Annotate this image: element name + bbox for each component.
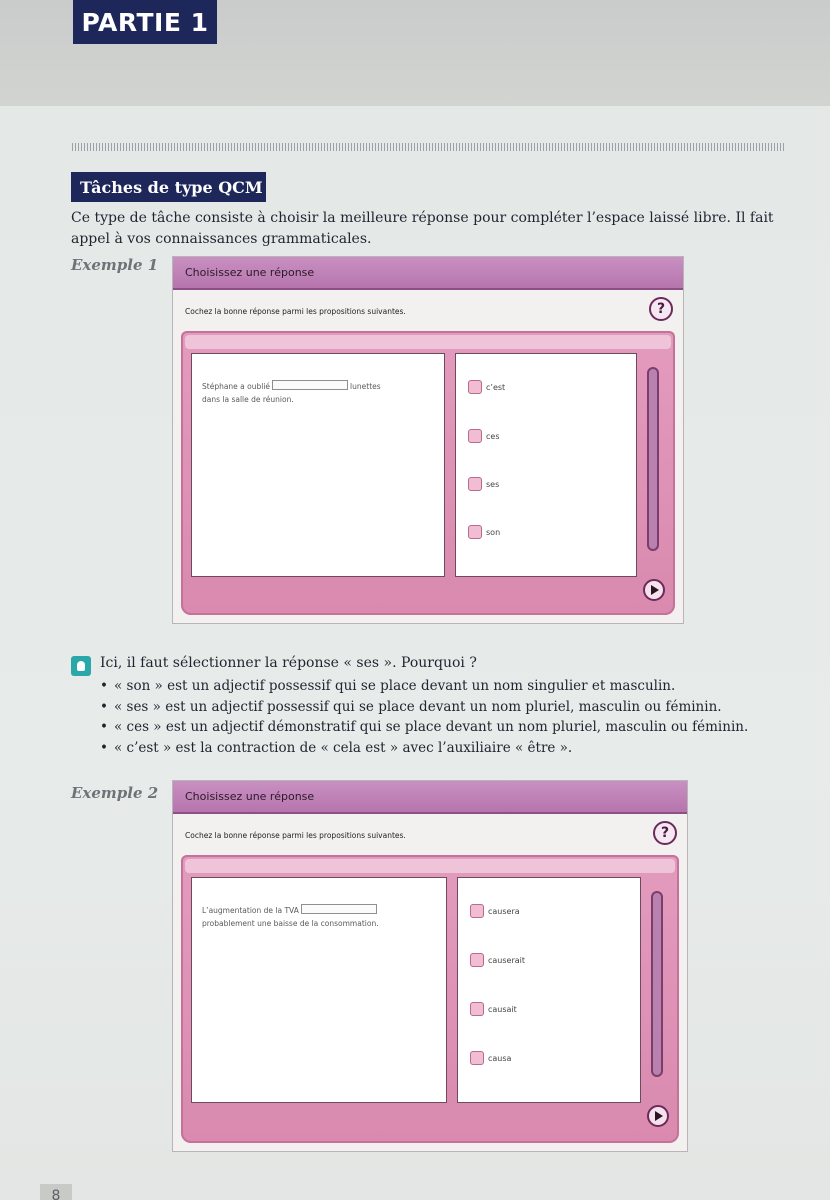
question-box-2 <box>191 877 447 1103</box>
option-2a[interactable] <box>470 904 520 918</box>
example-1-label: Exemple 1 <box>71 256 159 274</box>
option-1c[interactable] <box>468 477 499 491</box>
scrollbar-1[interactable] <box>647 367 659 551</box>
question-before: L’augmentation de la TVA <box>202 906 299 915</box>
next-button-1[interactable] <box>643 579 665 601</box>
explanation-item: • « c’est » est la contraction de « cela est » avec l’auxiliaire « être ». <box>100 738 780 759</box>
explanation-item: • « son » est un adjectif possessif qui se place devant un nom singulier et masculin. <box>100 676 780 697</box>
checkbox[interactable] <box>468 525 482 539</box>
question-line2: dans la salle de réunion. <box>202 395 294 404</box>
answer-blank-1[interactable] <box>272 380 348 390</box>
top-band <box>0 0 830 106</box>
qcm-instruction-1: Cochez la bonne réponse parmi les propositions suivantes. <box>185 307 406 316</box>
section-intro: Ce type de tâche consiste à choisir la meilleure réponse pour compléter l’espace laissé libre. Il fait appel à vos connaissances grammaticales. <box>71 210 774 247</box>
question-after: lunettes <box>350 382 381 391</box>
lightbulb-icon <box>71 656 91 676</box>
option-1b[interactable] <box>468 429 500 443</box>
option-label: c’est <box>486 382 506 392</box>
question-text-2 <box>202 904 436 930</box>
question-mark-icon: ? <box>660 825 670 841</box>
page <box>0 106 830 1200</box>
options-box-2 <box>457 877 641 1103</box>
qcm-window-1 <box>172 256 684 624</box>
option-label: ces <box>486 431 500 441</box>
option-label: causait <box>488 1004 517 1014</box>
qcm-title-1: Choisissez une réponse <box>173 257 683 290</box>
qcm-window-2 <box>172 780 688 1152</box>
explanation-list <box>100 676 780 758</box>
checkbox[interactable] <box>470 1051 484 1065</box>
example-2-label: Exemple 2 <box>71 784 159 802</box>
options-box-1 <box>455 353 637 577</box>
option-label: son <box>486 527 501 537</box>
qcm-panel-2 <box>181 855 679 1143</box>
qcm-panel-1 <box>181 331 675 615</box>
question-mark-icon: ? <box>656 301 666 317</box>
scrollbar-2[interactable] <box>651 891 663 1077</box>
partie-badge: PARTIE 1 <box>73 0 217 44</box>
checkbox[interactable] <box>470 953 484 967</box>
section-title: Tâches de type QCM <box>71 172 266 202</box>
explanation-heading: Ici, il faut sélectionner la réponse « ses ». Pourquoi ? <box>100 655 477 671</box>
question-box-1 <box>191 353 445 577</box>
checkbox[interactable] <box>470 1002 484 1016</box>
hatch-divider <box>72 143 784 151</box>
explanation-item: • « ces » est un adjectif démonstratif qui se place devant un nom pluriel, masculin ou féminin. <box>100 717 780 738</box>
checkbox[interactable] <box>468 380 482 394</box>
checkbox[interactable] <box>468 429 482 443</box>
checkbox[interactable] <box>470 904 484 918</box>
explanation-item: • « ses » est un adjectif possessif qui se place devant un nom pluriel, masculin ou féminin. <box>100 697 780 718</box>
question-text-1 <box>202 380 434 406</box>
panel-top-strip <box>185 859 675 873</box>
qcm-title-2: Choisissez une réponse <box>173 781 687 814</box>
option-label: causera <box>488 906 520 916</box>
option-1a[interactable] <box>468 380 505 394</box>
option-2d[interactable] <box>470 1051 511 1065</box>
option-label: ses <box>486 479 500 489</box>
qcm-instruction-2: Cochez la bonne réponse parmi les propositions suivantes. <box>185 831 406 840</box>
option-label: causerait <box>488 955 526 965</box>
next-button-2[interactable] <box>647 1105 669 1127</box>
option-2b[interactable] <box>470 953 525 967</box>
question-before: Stéphane a oublié <box>202 382 271 391</box>
checkbox[interactable] <box>468 477 482 491</box>
help-button-1[interactable] <box>649 297 673 321</box>
play-arrow-icon <box>651 585 659 595</box>
play-arrow-icon <box>655 1111 663 1121</box>
answer-blank-2[interactable] <box>301 904 377 914</box>
question-line2: probablement une baisse de la consommation. <box>202 919 379 928</box>
option-label: causa <box>488 1053 512 1063</box>
help-button-2[interactable] <box>653 821 677 845</box>
page-number: 8 <box>40 1184 72 1200</box>
option-2c[interactable] <box>470 1002 517 1016</box>
option-1d[interactable] <box>468 525 500 539</box>
panel-top-strip <box>185 335 671 349</box>
